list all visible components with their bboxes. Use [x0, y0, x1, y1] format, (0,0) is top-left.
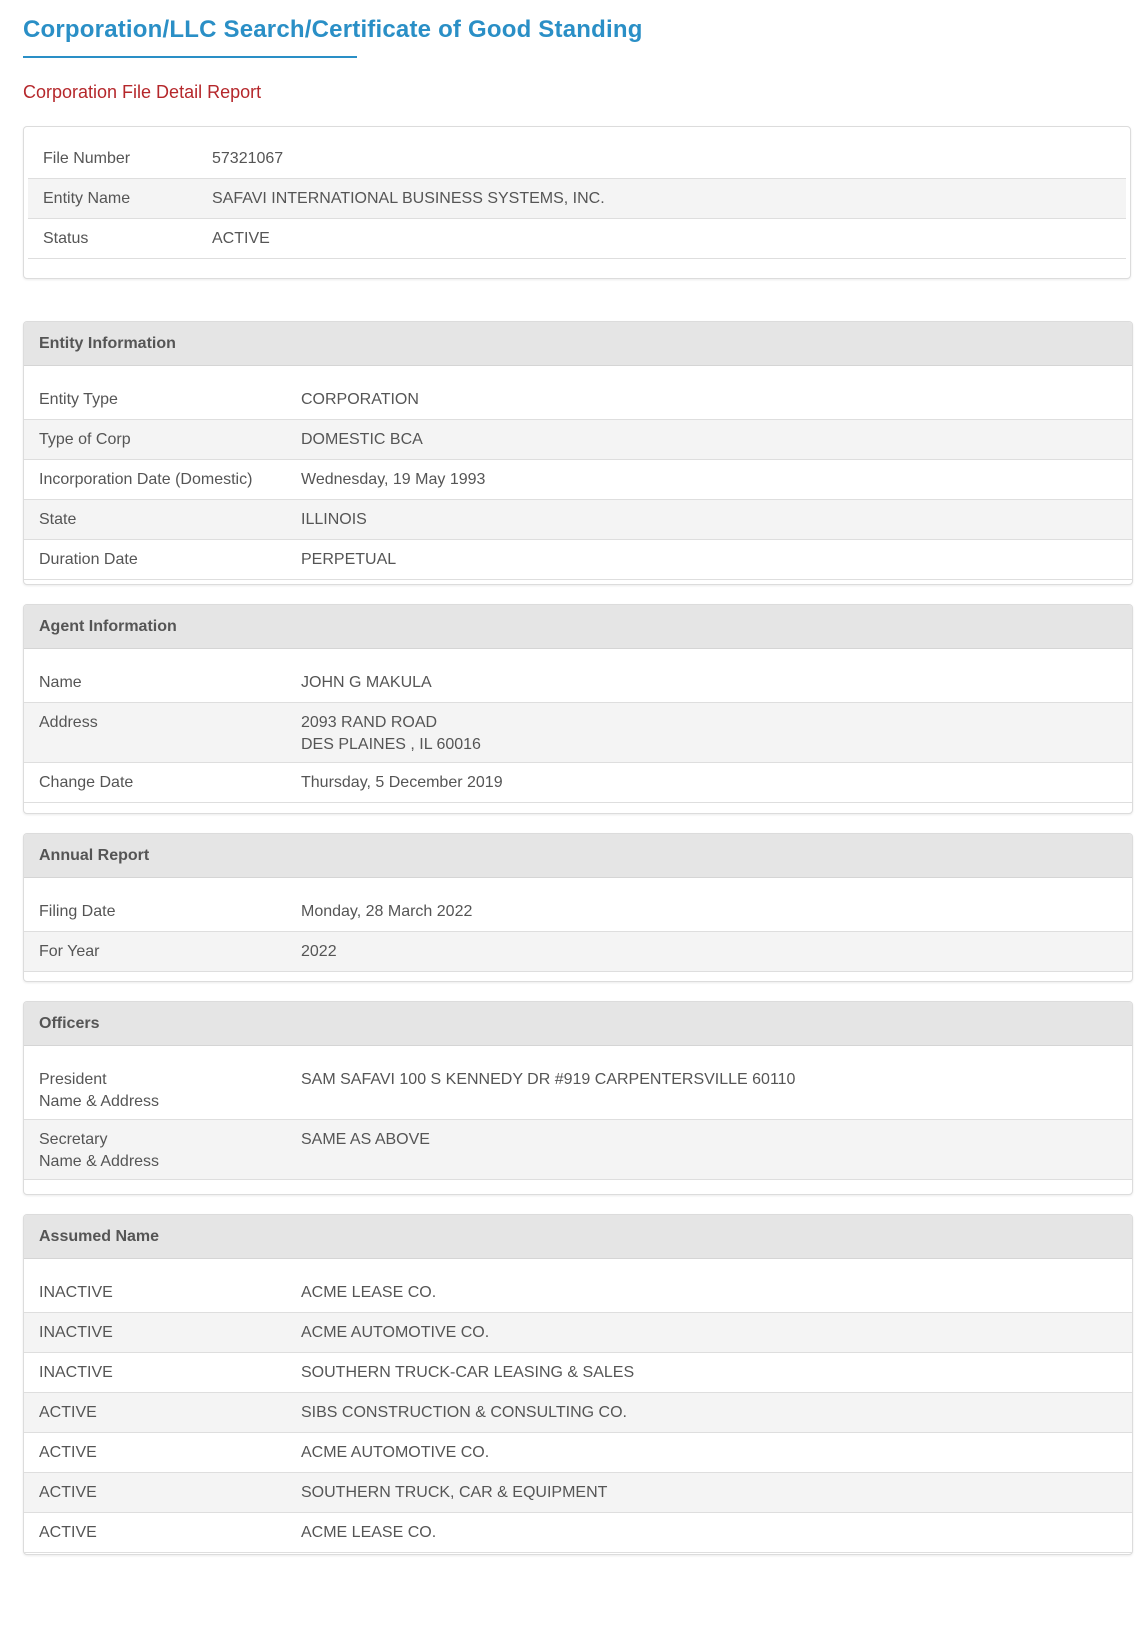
table-row	[24, 892, 1132, 932]
field-label: ACTIVE	[39, 1444, 97, 1461]
summary-row-status	[28, 219, 1126, 259]
field-label	[24, 1069, 301, 1113]
field-value: DOMESTIC BCA	[301, 431, 423, 448]
field-label: Duration Date	[39, 551, 138, 568]
title-underline	[23, 56, 357, 58]
field-label: Name	[39, 674, 82, 691]
field-label: Entity Type	[39, 391, 118, 408]
field-value: ACME AUTOMOTIVE CO.	[301, 1324, 490, 1341]
section-heading: Annual Report	[24, 834, 1132, 878]
entity-information-card	[23, 321, 1133, 585]
field-label: Status	[43, 230, 89, 247]
field-value: ACME LEASE CO.	[301, 1284, 437, 1301]
table-row	[24, 540, 1132, 580]
assumed-name-card	[23, 1214, 1133, 1555]
table-row	[24, 663, 1132, 703]
field-label: Change Date	[39, 774, 134, 791]
field-value: ILLINOIS	[301, 511, 367, 528]
field-label: File Number	[43, 150, 131, 167]
page-title: Corporation/LLC Search/Certificate of Good Standing	[23, 16, 643, 43]
field-value: 2022	[301, 943, 337, 960]
section-heading: Agent Information	[24, 605, 1132, 649]
table-row	[24, 703, 1132, 763]
field-label: Incorporation Date (Domestic)	[39, 471, 253, 488]
field-value	[301, 712, 1132, 756]
field-label: State	[39, 511, 77, 528]
report-subtitle: Corporation File Detail Report	[23, 82, 262, 102]
table-row	[24, 460, 1132, 500]
field-value: JOHN G MAKULA	[301, 674, 432, 691]
table-row	[24, 1060, 1132, 1120]
agent-information-card	[23, 604, 1133, 814]
table-row	[24, 1273, 1132, 1313]
field-value: SOUTHERN TRUCK-CAR LEASING & SALES	[301, 1364, 635, 1381]
officers-card	[23, 1001, 1133, 1195]
field-value: SOUTHERN TRUCK, CAR & EQUIPMENT	[301, 1484, 608, 1501]
field-value: Monday, 28 March 2022	[301, 903, 473, 920]
table-row	[24, 1513, 1132, 1553]
table-row	[24, 500, 1132, 540]
summary-row-entity-name	[28, 179, 1126, 219]
field-value: 57321067	[212, 150, 284, 167]
officer-title: President	[39, 1071, 107, 1088]
summary-card	[23, 126, 1131, 279]
field-label: For Year	[39, 943, 100, 960]
field-value: ACME LEASE CO.	[301, 1524, 437, 1541]
section-heading: Entity Information	[24, 322, 1132, 366]
field-label: ACTIVE	[39, 1404, 97, 1421]
field-value: PERPETUAL	[301, 551, 397, 568]
address-line-1: 2093 RAND ROAD	[301, 714, 438, 731]
field-value: SAM SAFAVI 100 S KENNEDY DR #919 CARPENTERSVILLE 60110	[301, 1071, 796, 1088]
field-value: Thursday, 5 December 2019	[301, 774, 503, 791]
field-label: Entity Name	[43, 190, 131, 207]
address-line-2: DES PLAINES , IL 60016	[301, 736, 481, 753]
table-row	[24, 420, 1132, 460]
officer-title: Secretary	[39, 1131, 108, 1148]
table-row	[24, 1473, 1132, 1513]
field-value: Wednesday, 19 May 1993	[301, 471, 486, 488]
field-value: CORPORATION	[301, 391, 419, 408]
section-heading: Officers	[24, 1002, 1132, 1046]
field-label: Filing Date	[39, 903, 116, 920]
table-row	[24, 380, 1132, 420]
table-row	[24, 1393, 1132, 1433]
field-value: SIBS CONSTRUCTION & CONSULTING CO.	[301, 1404, 627, 1421]
field-value: SAME AS ABOVE	[301, 1131, 430, 1148]
field-value: ACTIVE	[212, 230, 270, 247]
field-value: ACME AUTOMOTIVE CO.	[301, 1444, 490, 1461]
officer-subtitle: Name & Address	[39, 1153, 160, 1170]
table-row	[24, 932, 1132, 972]
field-label: ACTIVE	[39, 1484, 97, 1501]
field-value: SAFAVI INTERNATIONAL BUSINESS SYSTEMS, INC.	[212, 190, 605, 207]
table-row	[24, 763, 1132, 803]
field-label: Address	[39, 714, 98, 731]
field-label: INACTIVE	[39, 1284, 113, 1301]
summary-row-file-number	[28, 139, 1126, 179]
table-row	[24, 1353, 1132, 1393]
field-label: Type of Corp	[39, 431, 131, 448]
field-label	[24, 1129, 301, 1173]
table-row	[24, 1433, 1132, 1473]
table-row	[24, 1120, 1132, 1180]
annual-report-card	[23, 833, 1133, 982]
field-label: INACTIVE	[39, 1364, 113, 1381]
field-label: ACTIVE	[39, 1524, 97, 1541]
officer-subtitle: Name & Address	[39, 1093, 160, 1110]
section-heading: Assumed Name	[24, 1215, 1132, 1259]
table-row	[24, 1313, 1132, 1353]
field-label: INACTIVE	[39, 1324, 113, 1341]
